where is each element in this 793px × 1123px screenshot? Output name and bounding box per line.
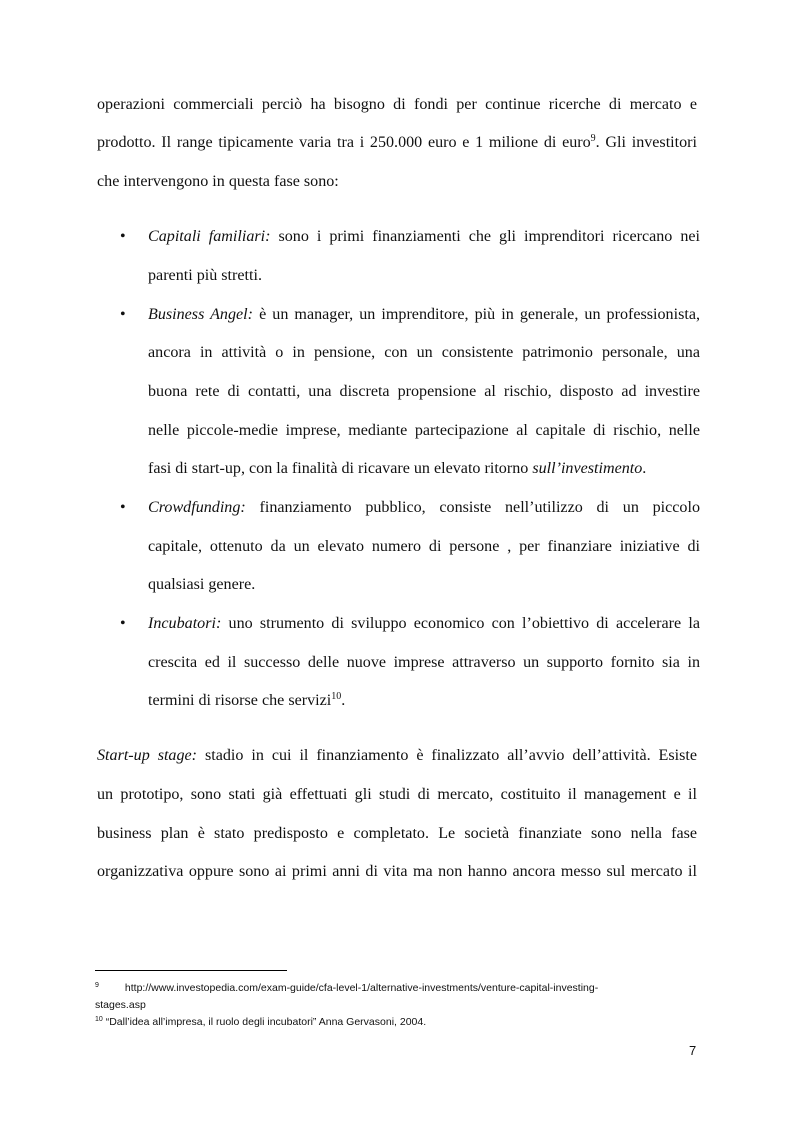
footnote-10: $^{10}$ “Dall’idea all’impresa, il ruolo degli incubatori” Anna Gervasoni, 2004. xyxy=(95,1016,427,1028)
bullet-2-line-5: fasi di start-up, con la finalità di ricavare un elevato ritorno sull’investimento. xyxy=(148,460,647,477)
bullet-2-line-3: buona rete di contatti, una discreta propensione al rischio, disposto ad investire xyxy=(148,383,700,400)
bullet-2-line-2: ancora in attività o in pensione, con un consistente patrimonio personale, una xyxy=(148,344,700,361)
bullet-1-line-1: Capitali familiari: sono i primi finanziamenti che gli imprenditori ricercano nei xyxy=(148,228,701,245)
footnote-9-line-1[interactable]: $^9$ http://www.investopedia.com/exam-guide/cfa-level-1/alternative-investments/venture-capital-investing- xyxy=(95,982,599,994)
footnote-separator xyxy=(95,970,287,971)
bullet-3-line-3: qualsiasi genere. xyxy=(148,576,256,593)
body-line-3: che intervengono in questa fase sono: xyxy=(97,173,339,190)
bullet-icon: • xyxy=(120,615,126,632)
footnote-10-number: 10 xyxy=(95,1016,103,1023)
startup-term: Start-up stage: xyxy=(97,747,198,764)
startup-line-2: un prototipo, sono stati già effettuati gli studi di mercato, costituito il management e il xyxy=(97,786,697,803)
body-line-1: operazioni commerciali perciò ha bisogno di fondi per continue ricerche di mercato e xyxy=(97,96,697,113)
bullet-2-line-4: nelle piccole-medie imprese, mediante partecipazione al capitale di rischio, nelle xyxy=(148,422,700,439)
bullet-1-term: Capitali familiari: xyxy=(148,228,271,245)
bullet-icon: • xyxy=(120,499,126,516)
bullet-icon: • xyxy=(120,306,126,323)
bullet-4-line-2: crescita ed il successo delle nuove imprese attraverso un supporto fornito sia in xyxy=(148,654,700,671)
bullet-1-line-2: parenti più stretti. xyxy=(148,267,262,284)
page-number: 7 xyxy=(689,1043,697,1058)
bullet-4-line-3: termini di risorse che servizi$^{10}$. xyxy=(148,691,346,709)
bullet-3-line-1: Crowdfunding: finanziamento pubblico, consiste nell’utilizzo di un piccolo xyxy=(148,499,700,516)
startup-line-3: business plan è stato predisposto e completato. Le società finanziate sono nella fase xyxy=(97,825,697,842)
bullet-2-line-1: Business Angel: è un manager, un imprenditore, più in generale, un professionista, xyxy=(148,306,700,323)
footnote-ref-10[interactable]: 10 xyxy=(331,691,342,702)
bullet-3-line-2: capitale, ottenuto da un elevato numero di persone , per finanziare iniziative di xyxy=(148,538,700,555)
body-line-2: prodotto. Il range tipicamente varia tra i 250.000 euro e 1 milione di euro$^9$. Gli investitori xyxy=(97,133,697,151)
startup-line-4: organizzativa oppure sono ai primi anni di vita ma non hanno ancora messo sul mercato il xyxy=(97,863,697,880)
bullet-3-term: Crowdfunding: xyxy=(148,499,246,516)
bullet-2-term: Business Angel: xyxy=(148,306,253,323)
bullet-4-term: Incubatori: xyxy=(148,615,222,632)
footnote-9-number: 9 xyxy=(95,982,99,989)
startup-line-1: Start-up stage: stadio in cui il finanziamento è finalizzato all’avvio dell’attività. Esiste xyxy=(97,747,697,764)
footnote-ref-9[interactable]: 9 xyxy=(590,133,596,144)
footnote-9-line-2[interactable]: stages.asp xyxy=(95,999,146,1011)
bullet-4-line-1: Incubatori: uno strumento di sviluppo economico con l’obiettivo di accelerare la xyxy=(148,615,700,632)
bullet-icon: • xyxy=(120,228,126,245)
